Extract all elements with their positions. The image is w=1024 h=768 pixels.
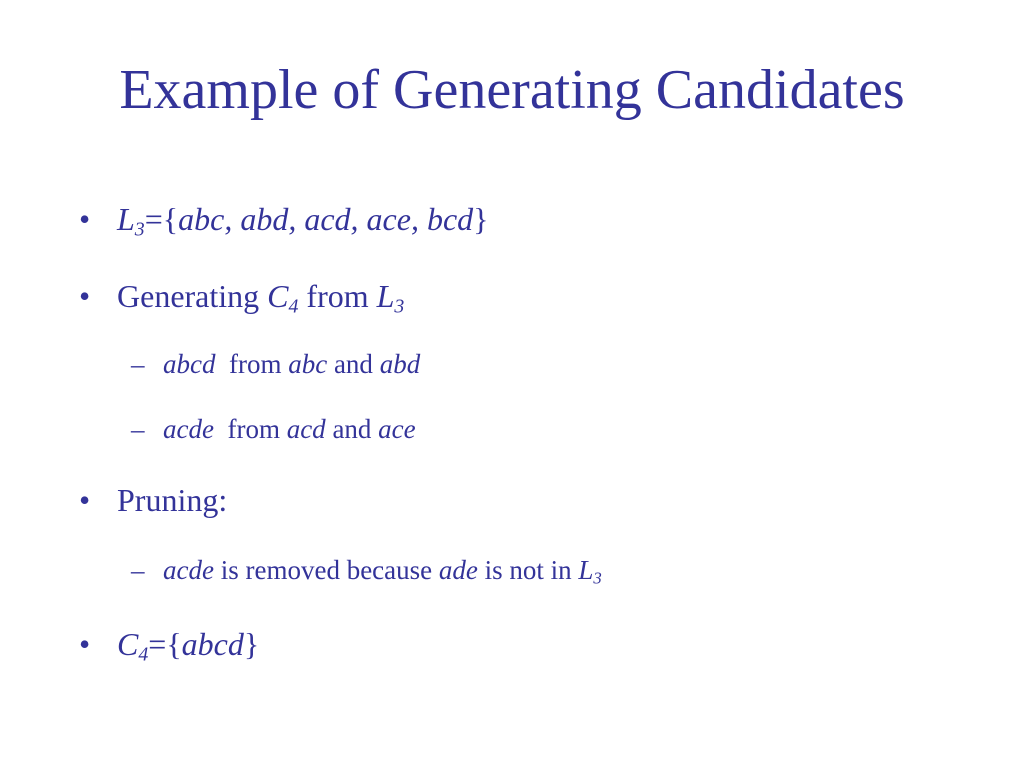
bullet-text: $C_4=\{abcd\}$ (117, 626, 260, 666)
sub-item-text: abcd from abc and abd (163, 349, 421, 379)
bullet-marker: • (79, 482, 91, 518)
bullet-text: $L_3=\{abc$, abd, acd, ace, bcd} (117, 201, 489, 241)
sub-item-text: acde from acd and ace (163, 414, 416, 444)
slide-title: Example of Generating Candidates (119, 59, 905, 121)
sub-item-text: acde is removed because ade is not in $L_3$ (163, 555, 602, 588)
bullet-marker: • (79, 626, 91, 662)
bullet-text: Pruning: (117, 482, 228, 518)
bullet-marker: • (79, 278, 91, 314)
dash-marker: – (131, 555, 145, 585)
dash-marker: – (131, 414, 145, 444)
bullet-text: Generating $C_4$ from $L_3$ (117, 278, 405, 318)
bullet-marker: • (79, 201, 91, 237)
dash-marker: – (131, 349, 145, 379)
